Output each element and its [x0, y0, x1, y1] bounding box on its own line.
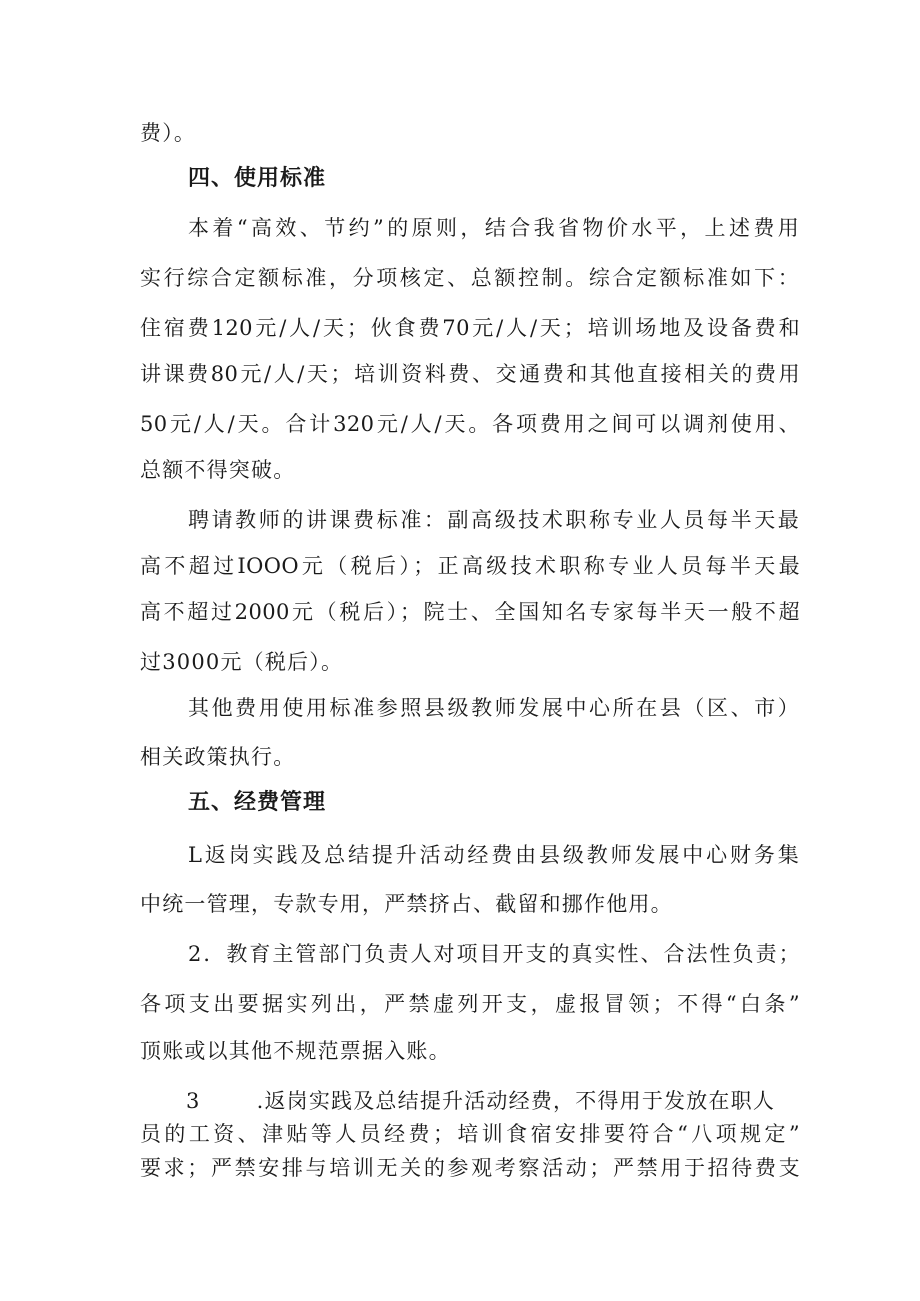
paragraph-line: 本着“高效、节约”的原则，结合我省物价水平，上述费用 — [188, 216, 800, 240]
paragraph-line: 讲课费80元/人/天；培训资料费、交通费和其他直接相关的费用 — [140, 362, 800, 386]
section-heading-funds-management: 五、经费管理 — [188, 790, 327, 815]
list-number: 3 — [186, 1089, 201, 1113]
paragraph-line: 顶账或以其他不规范票据入账。 — [140, 1039, 451, 1063]
paragraph-line: 总额不得突破。 — [140, 458, 296, 482]
paragraph-line: 相关政策执行。 — [140, 745, 296, 769]
paragraph-line: 高不超过2000元（税后）；院士、全国知名专家每半天一般不超 — [140, 600, 800, 624]
paragraph-line: 50元/人/天。合计320元/人/天。各项费用之间可以调剂使用、 — [140, 412, 800, 436]
paragraph-line: 要求；严禁安排与培训无关的参观考察活动；严禁用于招待费支 — [140, 1156, 800, 1180]
paragraph-line: L返岗实践及总结提升活动经费由县级教师发展中心财务集 — [188, 843, 800, 867]
paragraph-line — [186, 1087, 800, 1115]
paragraph-line: 住宿费120元/人/天；伙食费70元/人/天；培训场地及设备费和 — [140, 316, 800, 340]
paragraph-line: 员的工资、津贴等人员经费；培训食宿安排要符合“八项规定” — [140, 1122, 800, 1146]
paragraph-line: 2．教育主管部门负责人对项目开支的真实性、合法性负责； — [188, 942, 800, 966]
paragraph-text: .返岗实践及总结提升活动经费，不得用于发放在职人 — [256, 1089, 776, 1113]
paragraph-line: 实行综合定额标准，分项核定、总额控制。综合定额标准如下： — [140, 266, 800, 290]
paragraph-line: 聘请教师的讲课费标准：副高级技术职称专业人员每半天最 — [188, 508, 800, 532]
paragraph-line: 高不超过IOOO元（税后）；正高级技术职称专业人员每半天最 — [140, 554, 800, 578]
section-heading-usage-standards: 四、使用标准 — [188, 166, 327, 191]
paragraph-line: 中统一管理，专款专用，严禁挤占、截留和挪作他用。 — [140, 892, 673, 916]
paragraph-line: 其他费用使用标准参照县级教师发展中心所在县（区、市） — [188, 696, 800, 720]
paragraph-line: 过3000元（税后）。 — [140, 650, 344, 674]
paragraph-line: 费）。 — [140, 121, 197, 145]
paragraph-line: 各项支出要据实列出，严禁虚列开支，虚报冒领；不得“白条” — [140, 992, 800, 1016]
